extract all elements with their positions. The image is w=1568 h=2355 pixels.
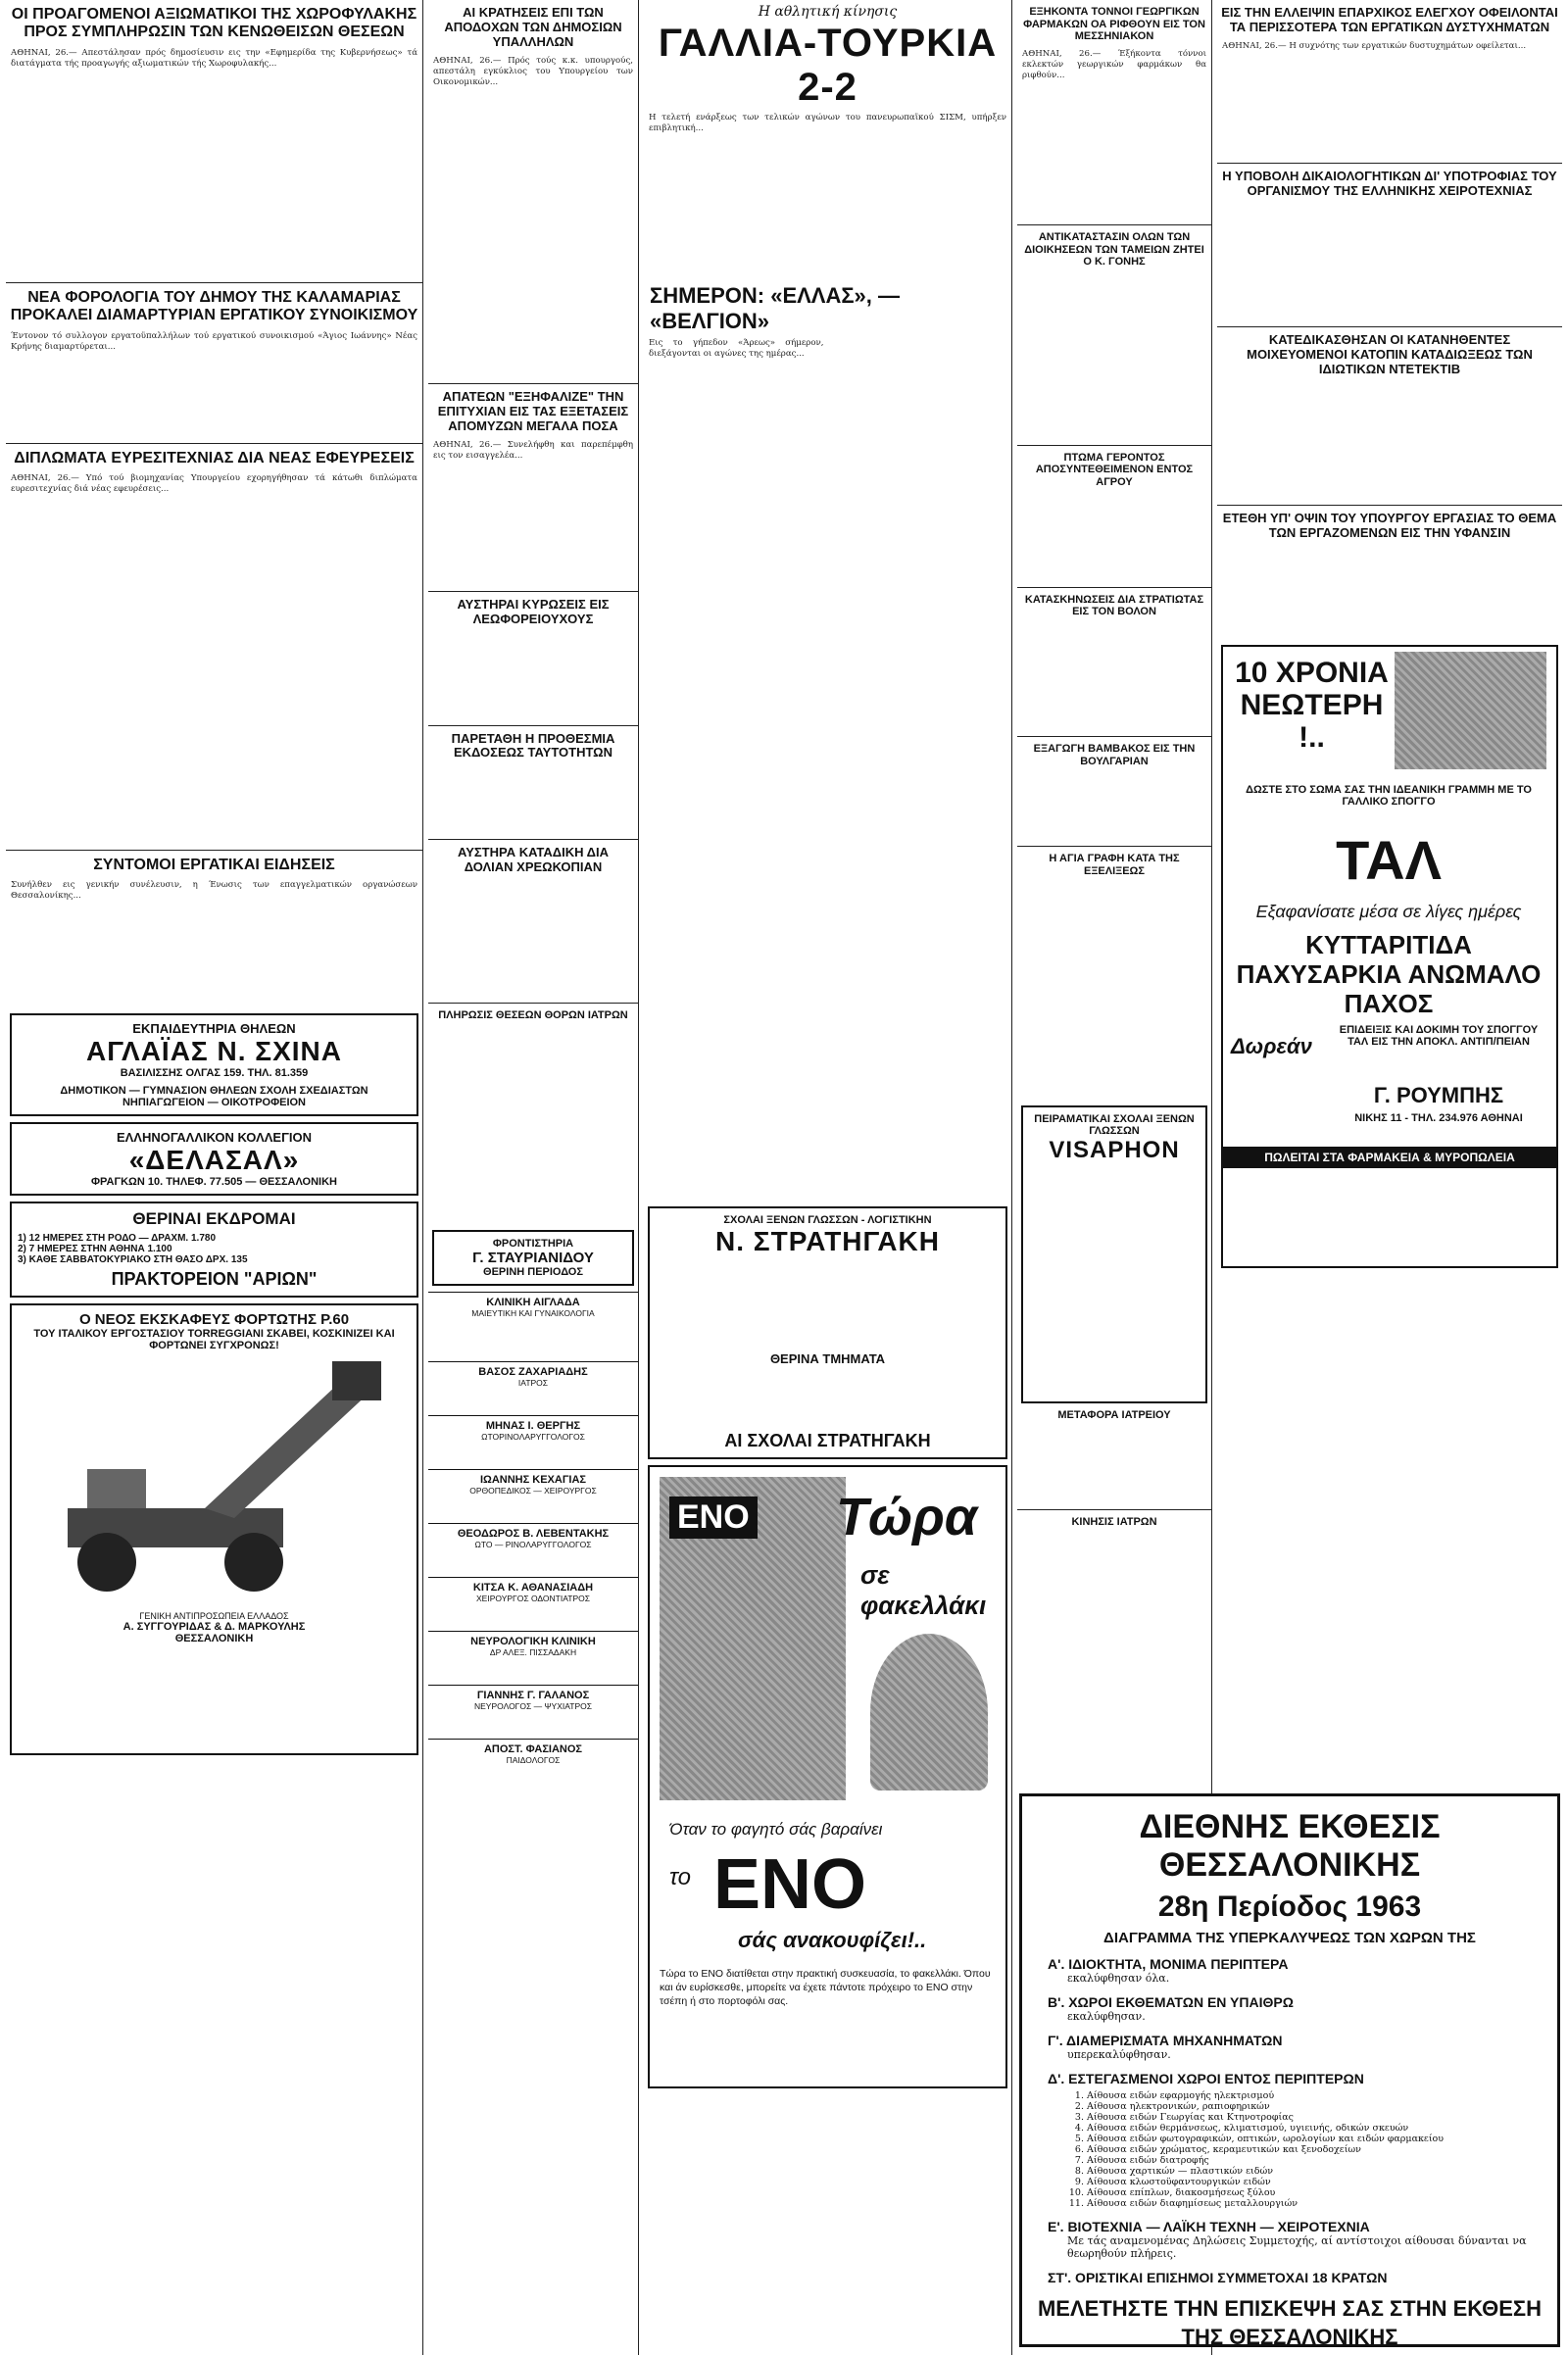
headline-exam-fraud: ΑΠΑΤΕΩΝ "ΕΞΗΦΑΛΙΖΕ" ΤΗΝ ΕΠΙΤΥΧΙΑΝ ΕΙΣ ΤΑΣ ΕΞΕΤΑΣΕΙΣ ΑΠΟΜΥΖΩΝ ΜΕΓΑΛΑ ΠΟΣΑ bbox=[437, 388, 629, 433]
expo-section-c-status: υπερεκαλύφθησαν. bbox=[1067, 2048, 1171, 2061]
ad-tal-sponge bbox=[1221, 645, 1558, 1268]
sports-kicker: Η αθλητική κίνησις bbox=[758, 4, 898, 20]
ad-delasal-heading: ΕΛΛΗΝΟΓΑΛΛΙΚΟΝ ΚΟΛΛΕΓΙΟΝ bbox=[116, 1130, 313, 1146]
headline-doctor-positions: ΠΛΗΡΩΣΙΣ ΘΕΣΕΩΝ ΘΟΡΩΝ ΙΑΤΡΩΝ bbox=[438, 1009, 628, 1022]
headline-id-deadline: ΠΑΡΕΤΑΘΗ Η ΠΡΟΘΕΣΜΙΑ ΕΚΔΟΣΕΩΣ ΤΑΥΤΟΤΗΤΩΝ bbox=[451, 730, 615, 760]
ad-delasal-college bbox=[10, 1122, 418, 1196]
ad-loader-city: ΘΕΣΣΑΛΟΝΙΚΗ bbox=[174, 1633, 254, 1645]
tal-woman-image bbox=[1395, 652, 1546, 769]
headline-bankruptcy: ΑΥΣΤΗΡΑ ΚΑΤΑΔΙΚΗ ΔΙΑ ΔΟΛΙΑΝ ΧΡΕΩΚΟΠΙΑΝ bbox=[458, 845, 609, 875]
tal-brand: ΤΑΛ bbox=[1336, 829, 1442, 892]
headline-clinic-move: ΜΕΤΑΦΟΡΑ ΙΑΤΡΕΙΟΥ bbox=[1057, 1408, 1171, 1421]
eno-relief: σάς ανακουφίζει!.. bbox=[738, 1928, 927, 1952]
expo-section-a-status: εκαλύφθησαν όλα. bbox=[1067, 1972, 1170, 1985]
article-greece-belgium: Εις το γήπεδον «Άρεως» σήμερον, διεξάγονται οι αγώνες της ημέρας... bbox=[649, 338, 824, 359]
expo-section-a: Α'. ΙΔΙΟΚΤΗΤΑ, ΜΟΝΙΜΑ ΠΕΡΙΠΤΕΡΑ bbox=[1048, 1956, 1289, 1972]
ad-loader-reps: Α. ΣΥΓΓΟΥΡΙΔΑΣ & Δ. ΜΑΡΚΟΥΛΗΣ bbox=[122, 1621, 306, 1634]
ad-stavrianidou-term: ΘΕΡΙΝΗ ΠΕΡΙΟΔΟΣ bbox=[483, 1265, 583, 1278]
expo-section-f: ΣΤ'. ΟΡΙΣΤΙΚΑΙ ΕΠΙΣΗΜΟΙ ΣΥΜΜΕΤΟΧΑΙ 18 ΚΡΑΤΩΝ bbox=[1048, 2270, 1388, 2285]
ad-strategaki-name: Ν. ΣΤΡΑΤΗΓΑΚΗ bbox=[715, 1226, 940, 1256]
expo-section-c: Γ'. ΔΙΑΜΕΡΙΣΜΑΤΑ ΜΗΧΑΝΗΜΑΤΩΝ bbox=[1048, 2033, 1283, 2048]
article-france-turkey: Η τελετή ενάρξεως των τελικών αγώνων του πανευρωπαϊκού ΣΙΣΜ, υπήρξεν επιβλητική... bbox=[649, 113, 1006, 133]
headline-bus-owners: ΑΥΣΤΗΡΑΙ ΚΥΡΩΣΕΙΣ ΕΙΣ ΛΕΩΦΟΡΕΙΟΥΧΟΥΣ bbox=[457, 596, 610, 626]
ad-loader-title: Ο ΝΕΟΣ ΕΚΣΚΑΦΕΥΣ ΦΟΡΤΩΤΗΣ P.60 bbox=[78, 1311, 350, 1329]
ad-schina-school bbox=[10, 1013, 418, 1116]
tal-free: Δωρεάν bbox=[1231, 1034, 1312, 1059]
article-labor-news: Συνήλθεν εις γενικήν συνέλευσιν, η Ένωσις των επαγγελματικών οργανώσεων Θεσσαλονίκης... bbox=[11, 880, 417, 902]
eno-tora: Τώρα bbox=[836, 1488, 978, 1546]
directory-entry: ΒΑΣΟΣ ΖΑΧΑΡΙΑΔΗΣ ΙΑΤΡΟΣ bbox=[428, 1361, 638, 1415]
list-item: 2. Αίθουσα ηλεκτρονικών, ραπιοφηρικών bbox=[1087, 2101, 1551, 2112]
ad-summer-trips bbox=[10, 1202, 418, 1298]
list-item: 9. Αίθουσα κλωστοϋφαντουργικών ειδών bbox=[1087, 2177, 1551, 2187]
ad-stavrianidou-tutoring bbox=[432, 1230, 634, 1286]
list-item: 11. Αίθουσα ειδών διαφημίσεως μεταλλουργιών bbox=[1087, 2198, 1551, 2209]
directory-entry: ΑΠΟΣΤ. ΦΑΣΙΑΝΟΣ ΠΑΙΔΟΛΟΓΟΣ bbox=[428, 1739, 638, 1792]
directory-entry: ΓΙΑΝΝΗΣ Γ. ΓΑΛΑΝΟΣ ΝΕΥΡΟΛΟΓΟΣ — ΨΥΧΙΑΤΡΟΣ bbox=[428, 1685, 638, 1739]
list-item: 8. Αίθουσα χαρτικών — πλαστικών ειδών bbox=[1087, 2166, 1551, 2177]
ad-strategaki-footer: ΑΙ ΣΧΟΛΑΙ ΣΤΡΑΤΗΓΑΚΗ bbox=[724, 1431, 931, 1450]
ad-loader-p60 bbox=[10, 1303, 418, 1755]
list-item: 10. Αίθουσα επίπλων, διακοσμήσεως ξύλου bbox=[1087, 2187, 1551, 2198]
tal-line-4: ΕΠΙΔΕΙΞΙΣ ΚΑΙ ΔΟΚΙΜΗ ΤΟΥ ΣΠΟΓΓΟΥ ΤΑΛ ΕΙΣ ΤΗΝ ΑΠΟΚΛ. ΑΝΤΙΠ/ΠΕΙΑΝ bbox=[1339, 1024, 1539, 1049]
expo-section-b-status: εκαλύφθησαν. bbox=[1067, 2010, 1146, 2023]
directory-entry: ΚΙΤΣΑ Κ. ΑΘΑΝΑΣΙΑΔΗ ΧΕΙΡΟΥΡΓΟΣ ΟΔΟΝΤΙΑΤΡΟΣ bbox=[428, 1577, 638, 1631]
ad-trips-item-2: 2) 7 ΗΜΕΡΕΣ ΣΤΗΝ ΑΘΗΝΑ 1.100 bbox=[18, 1244, 172, 1255]
article-salary-deductions: ΑΘΗΝΑΙ, 26.— Πρός τούς κ.κ. υπουργούς, απεστάλη εγκύκλιος του Υπουργείου των Οικονομικών... bbox=[433, 55, 633, 87]
headline-kalamaria-tax: ΝΕΑ ΦΟΡΟΛΟΓΙΑ ΤΟΥ ΔΗΜΟΥ ΤΗΣ ΚΑΛΑΜΑΡΙΑΣ ΠΡΟΚΑΛΕΙ ΔΙΑΜΑΡΤΥΡΙΑΝ ΕΡΓΑΤΙΚΟΥ ΣΥΝΟΙΚΙΣΜΟΥ bbox=[10, 288, 418, 324]
ad-schina-address: ΒΑΣΙΛΙΣΣΗΣ ΟΛΓΑΣ 159. ΤΗΛ. 81.359 bbox=[120, 1067, 309, 1080]
ad-visaphon bbox=[1021, 1105, 1207, 1403]
ad-schina-name: ΑΓΛΑΪΑΣ Ν. ΣΧΙΝΑ bbox=[86, 1036, 342, 1067]
list-item: 7. Αίθουσα ειδών διατροφής bbox=[1087, 2155, 1551, 2166]
headline-pesticides: ΕΞΗΚΟΝΤΑ ΤΟΝΝΟΙ ΓΕΩΡΓΙΚΩΝ ΦΑΡΜΑΚΩΝ ΟΑ ΡΙΦΘΟΥΝ ΕΙΣ ΤΟΝ ΜΕΣΣΗΝΙΑΚΟΝ bbox=[1023, 6, 1205, 43]
directory-entry: ΝΕΥΡΟΛΟΓΙΚΗ ΚΛΙΝΙΚΗ ΔΡ ΑΛΕΞ. ΠΙΣΣΑΔΑΚΗ bbox=[428, 1631, 638, 1685]
tal-conditions: ΚΥΤΤΑΡΙΤΙΔΑ ΠΑΧΥΣΑΡΚΙΑ ΑΝΩΜΑΛΟ ΠΑΧΟΣ bbox=[1236, 930, 1542, 1019]
expo-section-e-status: Με τάς αναμενομένας Δηλώσεις Συμμετοχής, αί αντίστοιχοι αίθουσαι δύνανται να θεωρηθούν πλήρεις. bbox=[1067, 2234, 1527, 2260]
ad-strategaki-summer: ΘΕΡΙΝΑ ΤΜΗΜΑΤΑ bbox=[769, 1351, 886, 1366]
column-1 bbox=[6, 0, 423, 2355]
directory-entry: ΘΕΟΔΩΡΟΣ Β. ΛΕΒΕΝΤΑΚΗΣ ΩΤΟ — ΡΙΝΟΛΑΡΥΓΓΟΛΟΓΟΣ bbox=[428, 1523, 638, 1577]
ad-strategaki-heading: ΣΧΟΛΑΙ ΞΕΝΩΝ ΓΛΩΣΣΩΝ - ΛΟΓΙΣΤΙΚΗΝ bbox=[723, 1214, 932, 1226]
ad-trips-item-1: 1) 12 ΗΜΕΡΕΣ ΣΤΗ ΡΟΔΟ — ΔΡΑΧΜ. 1.780 bbox=[18, 1233, 217, 1245]
article-kalamaria-tax: Έντονον τό συλλογον εργατοϋπαλλήλων τού εργατικού συνοικισμού «Άγιος Ιωάννης» Νέας Κρήνης διαμαρτύρεται... bbox=[11, 330, 417, 352]
expo-section-b: Β'. ΧΩΡΟΙ ΕΚΘΕΜΑΤΩΝ ΕΝ ΥΠΑΙΘΡΩ bbox=[1048, 1994, 1294, 2010]
headline-army-camps: ΚΑΤΑΣΚΗΝΩΣΕΙΣ ΔΙΑ ΣΤΡΑΤΙΩΤΑΣ ΕΙΣ ΤΟΝ ΒΟΛΟΝ bbox=[1024, 593, 1204, 618]
tal-sold-at: ΠΩΛΕΙΤΑΙ ΣΤΑ ΦΑΡΜΑΚΕΙΑ & ΜΥΡΟΠΩΛΕΙΑ bbox=[1223, 1147, 1556, 1168]
expo-section-d: Δ'. ΕΣΤΕΓΑΣΜΕΝΟΙ ΧΩΡΟΙ ΕΝΤΟΣ ΠΕΡΙΠΤΕΡΩΝ bbox=[1048, 2071, 1364, 2086]
ad-stavrianidou-heading: ΦΡΟΝΤΙΣΤΗΡΙΑ bbox=[492, 1237, 574, 1250]
doctor-directory bbox=[428, 1292, 638, 1792]
ad-trips-agency: ΠΡΑΚΤΟΡΕΙΟΝ "ΑΡΙΩΝ" bbox=[111, 1269, 318, 1290]
list-item: 4. Αίθουσα ειδών θερμάνσεως, κλιματισμού, υγιεινής, οδικών σκευών bbox=[1087, 2123, 1551, 2134]
ad-eno bbox=[648, 1465, 1007, 2088]
headline-work-accidents: ΕΙΣ ΤΗΝ ΕΛΛΕΙΨΙΝ ΕΠΑΡΧΙΚΟΣ ΕΛΕΓΧΟΥ ΟΦΕΙΛΟΝΤΑΙ ΤΑ ΠΕΡΙΣΣΟΤΕΡΑ ΤΩΝ ΕΡΓΑΤΙΚΩΝ ΔΥΣΤΥΧΗΜΑΤΩΝ bbox=[1221, 5, 1558, 34]
ad-visaphon-heading: ΠΕΙΡΑΜΑΤΙΚΑΙ ΣΧΟΛΑΙ ΞΕΝΩΝ ΓΛΩΣΣΩΝ bbox=[1034, 1112, 1195, 1137]
column-2 bbox=[428, 0, 639, 2355]
expo-period: 28η Περίοδος 1963 bbox=[1157, 1890, 1422, 1923]
headline-france-turkey: ΓΑΛΛΙΑ-ΤΟΥΡΚΙΑ 2-2 bbox=[658, 22, 998, 109]
directory-entry: ΜΗΝΑΣ Ι. ΘΕΡΓΗΣ ΩΤΟΡΙΝΟΛΑΡΥΓΓΟΛΟΓΟΣ bbox=[428, 1415, 638, 1469]
headline-body-found: ΠΤΩΜΑ ΓΕΡΟΝΤΟΣ ΑΠΟΣΥΝΤΕΘΕΙΜΕΝΟΝ ΕΝΤΟΣ ΑΓΡΟΥ bbox=[1035, 451, 1194, 489]
tal-agent: Γ. ΡΟΥΜΠΗΣ bbox=[1373, 1083, 1504, 1108]
ad-visaphon-name: VISAPHON bbox=[1049, 1136, 1180, 1163]
tal-younger: 10 ΧΡΟΝΙΑ ΝΕΩΤΕΡΗ !.. bbox=[1235, 657, 1389, 755]
expo-title: ΔΙΕΘΝΗΣ ΕΚΘΕΣΙΣ ΘΕΣΣΑΛΟΝΙΚΗΣ bbox=[1139, 1808, 1441, 1884]
list-item: 3. Αίθουσα ειδών Γεωργίας και Κτηνοτροφίας bbox=[1087, 2112, 1551, 2123]
article-pesticides: ΑΘΗΝΑΙ, 26.— Έξήκοντα τόννοι εκλεκτών γεωργικών φαρμάκων θα ριφθούν... bbox=[1022, 48, 1206, 80]
headline-cotton-export: ΕΞΑΓΩΓΗ ΒΑΜΒΑΚΟΣ ΕΙΣ ΤΗΝ ΒΟΥΛΓΑΡΙΑΝ bbox=[1033, 743, 1196, 767]
eno-body: Τώρα το ENO διατίθεται στην πρακτική συσκευασία, το φακελλάκι. Όπου και άν ευρίσκεσθε, μπορείτε να έχετε πάντοτε πρόχειρο το ENO στην τσέπη ή στο πορτοφόλι σας. bbox=[660, 1968, 991, 2008]
ad-schina-programs: ΔΗΜΟΤΙΚΟΝ — ΓΥΜΝΑΣΙΟΝ ΘΗΛΕΩΝ ΣΧΟΛΗ ΣΧΕΔΙΑΣΤΩΝ ΝΗΠΙΑΓΩΓΕΙΟΝ — ΟΙΚΟΤΡΟΦΕΙΟΝ bbox=[60, 1085, 368, 1109]
tal-line-1: ΔΩΣΤΕ ΣΤΟ ΣΩΜΑ ΣΑΣ ΤΗΝ ΙΔΕΑΝΙΚΗ ΓΡΑΜΜΗ ΜΕ ΤΟ ΓΑΛΛΙΚΟ ΣΠΟΓΓΟ bbox=[1246, 784, 1532, 809]
headline-police-promotions: ΟΙ ΠΡΟΑΓΟΜΕΝΟΙ ΑΞΙΩΜΑΤΙΚΟΙ ΤΗΣ ΧΩΡΟΦΥΛΑΚΗΣ ΠΡΟΣ ΣΥΜΠΛΗΡΩΣΙΝ ΤΩΝ ΚΕΝΩΘΕΙΣΩΝ ΘΕΣΕΩΝ bbox=[11, 6, 417, 41]
ad-trips-item-3: 3) ΚΑΘΕ ΣΑΒΒΑΤΟΚΥΡΙΑΚΟ ΣΤΗ ΘΑΣΟ ΔΡΧ. 135 bbox=[18, 1254, 248, 1266]
headline-funds-boards: ΑΝΤΙΚΑΤΑΣΤΑΣΙΝ ΟΛΩΝ ΤΩΝ ΔΙΟΙΚΗΣΕΩΝ ΤΩΝ ΤΑΜΕΙΩΝ ΖΗΤΕΙ Ο Κ. ΓΟΝΗΣ bbox=[1024, 230, 1204, 269]
headline-doctors-moves: ΚΙΝΗΣΙΣ ΙΑΤΡΩΝ bbox=[1071, 1516, 1157, 1529]
headline-scripture-evolution: Η ΑΓΙΑ ΓΡΑΦΗ ΚΑΤΑ ΤΗΣ ΕΞΕΛΙΞΕΩΣ bbox=[1049, 853, 1180, 877]
tal-address: ΝΙΚΗΣ 11 - ΤΗΛ. 234.976 ΑΘΗΝΑΙ bbox=[1354, 1112, 1523, 1125]
eno-in-packet: σε φακελλάκι bbox=[860, 1560, 987, 1620]
expo-hall-list bbox=[1048, 2090, 1551, 2209]
headline-labor-news: ΣΥΝΤΟΜΟΙ ΕΡΓΑΤΙΚΑΙ ΕΙΔΗΣΕΙΣ bbox=[93, 856, 335, 873]
tal-line-2: Εξαφανίσατε μέσα σε λίγες ημέρες bbox=[1255, 902, 1522, 922]
eno-to: το bbox=[669, 1864, 691, 1890]
headline-scholarships: Η ΥΠΟΒΟΛΗ ΔΙΚΑΙΟΛΟΓΗΤΙΚΩΝ ΔΙ' ΥΠΟΤΡΟΦΙΑΣ ΤΟΥ ΟΡΓΑΝΙΣΜΟΥ ΤΗΣ ΕΛΛΗΝΙΚΗΣ ΧΕΙΡΟΤΕΧΝΙΑΣ bbox=[1222, 168, 1557, 198]
ad-stavrianidou-name: Γ. ΣΤΑΥΡΙΑΝΙΔΟΥ bbox=[472, 1249, 594, 1266]
ad-strategaki-schools bbox=[648, 1206, 1007, 1459]
article-work-accidents: ΑΘΗΝΑΙ, 26.— Η συχνότης των εργατικών δυστυχημάτων οφείλεται... bbox=[1222, 40, 1527, 51]
loader-machine-illustration bbox=[28, 1351, 401, 1606]
headline-salary-deductions: ΑΙ ΚΡΑΤΗΣΕΙΣ ΕΠΙ ΤΩΝ ΑΠΟΔΟΧΩΝ ΤΩΝ ΔΗΜΟΣΙΩΝ ΥΠΑΛΛΗΛΩΝ bbox=[444, 5, 622, 49]
expo-section-e: Ε'. ΒΙΟΤΕΧΝΙΑ — ΛΑΪΚΗ ΤΕΧΝΗ — ΧΕΙΡΟΤΕΧΝΙΑ bbox=[1048, 2219, 1370, 2234]
ad-loader-agency: ΓΕΝΙΚΗ ΑΝΤΙΠΡΟΣΩΠΕΙΑ ΕΛΛΑΔΟΣ bbox=[139, 1611, 289, 1622]
man-portrait-image bbox=[870, 1634, 988, 1791]
headline-weaving-workers: ΕΤΕΘΗ ΥΠ' ΟΨΙΝ ΤΟΥ ΥΠΟΥΡΓΟΥ ΕΡΓΑΣΙΑΣ ΤΟ ΘΕΜΑ ΤΩΝ ΕΡΓΑΖΟΜΕΝΩΝ ΕΙΣ ΤΗΝ ΥΦΑΝΣΙΝ bbox=[1222, 510, 1557, 540]
list-item: 1. Αίθουσα ειδών εφαρμογής ηλεκτρισμού bbox=[1087, 2090, 1551, 2101]
column-3 bbox=[644, 0, 1012, 2355]
expo-footer: ΜΕΛΕΤΗΣΤΕ ΤΗΝ ΕΠΙΣΚΕΨΗ ΣΑΣ ΣΤΗΝ ΕΚΘΕΣΗ ΤΗΣ ΘΕΣΣΑΛΟΝΙΚΗΣ bbox=[1037, 2296, 1543, 2349]
expo-diagram: ΔΙΑΓΡΑΜΜΑ ΤΗΣ ΥΠΕΡΚΑΛΥΨΕΩΣ ΤΩΝ ΧΩΡΩΝ ΤΗΣ bbox=[1103, 1930, 1476, 1946]
ad-loader-subtitle: ΤΟΥ ΙΤΑΛΙΚΟΥ ΕΡΓΟΣΤΑΣΙΟΥ TORREGGIANI ΣΚΑΒΕΙ, ΚΟΣΚΙΝΙΖΕΙ ΚΑΙ ΦΟΡΤΩΝΕΙ ΣΥΓΧΡΟΝΩΣ! bbox=[33, 1328, 395, 1352]
article-exam-fraud: ΑΘΗΝΑΙ, 26.— Συνελήφθη και παρεπέμφθη εις τον εισαγγελέα... bbox=[433, 439, 633, 461]
list-item: 5. Αίθουσα ειδών φωτογραφικών, οπτικών, ωρολογίων και ειδών φαρμακείου bbox=[1087, 2134, 1551, 2144]
article-patents: ΑΘΗΝΑΙ, 26.— Υπό τού βιομηχανίας Υπουργείου εχορηγήθησαν τά κάτωθι διπλώματα ευρεσιτεχνίας διά νέας εφευρέσεις... bbox=[11, 472, 417, 494]
headline-greece-belgium: ΣΗΜΕΡΟΝ: «ΕΛΛΑΣ», — «ΒΕΛΓΙΟΝ» bbox=[650, 283, 901, 333]
ad-trips-heading: ΘΕΡΙΝΑΙ ΕΚΔΡΟΜΑΙ bbox=[132, 1209, 296, 1229]
directory-entry: ΙΩΑΝΝΗΣ ΚΕΧΑΓΙΑΣ ΟΡΘΟΠΕΔΙΚΟΣ — ΧΕΙΡΟΥΡΓΟΣ bbox=[428, 1469, 638, 1523]
ad-thessaloniki-fair bbox=[1019, 1793, 1560, 2347]
ad-delasal-address: ΦΡΑΓΚΩΝ 10. ΤΗΛΕΦ. 77.505 — ΘΕΣΣΑΛΟΝΙΚΗ bbox=[91, 1176, 337, 1189]
article-police-promotions: ΑΘΗΝΑΙ, 26.— Απεστάλησαν πρός δημοσίευσιν εις την «Εφημερίδα της Κυβερνήσεως» τά διατάγματα τής προαγωγής αξιωματικών τής Χωροφυλακής... bbox=[11, 47, 417, 69]
headline-patents: ΔΙΠΛΩΜΑΤΑ ΕΥΡΕΣΙΤΕΧΝΙΑΣ ΔΙΑ ΝΕΑΣ ΕΦΕΥΡΕΣΕΙΣ bbox=[14, 449, 415, 466]
eno-packet-brand: ENO bbox=[669, 1496, 758, 1539]
ad-schina-heading: ΕΚΠΑΙΔΕΥΤΗΡΙΑ ΘΗΛΕΩΝ bbox=[132, 1021, 296, 1037]
headline-detectives-case: ΚΑΤΕΔΙΚΑΣΘΗΣΑΝ ΟΙ ΚΑΤΑΝΗΘΕΝΤΕΣ ΜΟΙΧΕΥΟΜΕΝΟΙ ΚΑΤΟΠΙΝ ΚΑΤΑΔΙΩΞΕΩΣ ΤΩΝ ΙΔΙΩΤΙΚΩΝ ΝΤΕΤΕΚΤΙΒ bbox=[1247, 331, 1533, 376]
ad-delasal-name: «ΔΕΛΑΣΑΛ» bbox=[128, 1145, 300, 1176]
directory-entry: ΚΛΙΝΙΚΗ ΑΙΓΛΑΔΑ ΜΑΙΕΥΤΙΚΗ ΚΑΙ ΓΥΝΑΙΚΟΛΟΓΙΑ bbox=[428, 1292, 638, 1361]
eno-brand: ENO bbox=[713, 1845, 867, 1924]
eno-slogan: Όταν το φαγητό σάς βαραίνει bbox=[669, 1820, 883, 1839]
list-item: 6. Αίθουσα ειδών χρώματος, κεραμευτικών και ξενοδοχείων bbox=[1087, 2144, 1551, 2155]
